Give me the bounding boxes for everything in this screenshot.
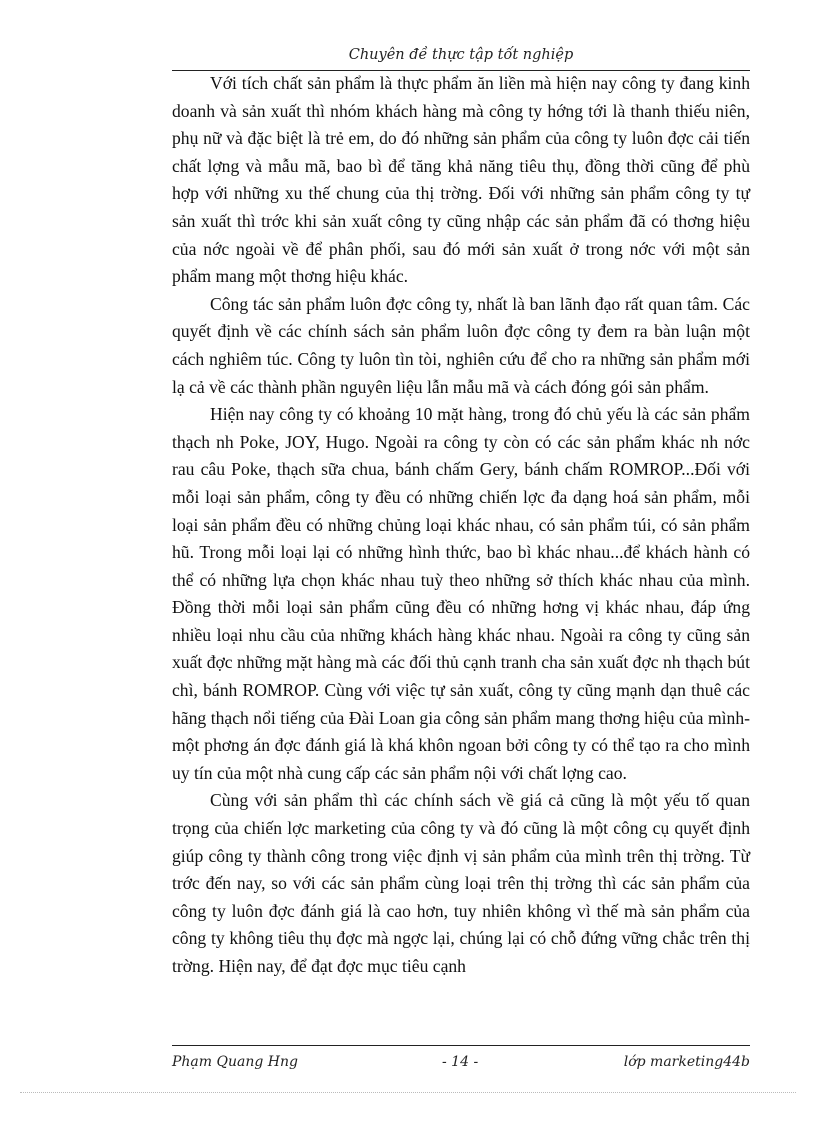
paragraph-3: Hiện nay công ty có khoảng 10 mặt hàng, trong đó chủ yếu là các sản phẩm thạch nh Poke, JOY, Hugo. Ngoài ra công ty còn có các sản phẩm khác nh nớc rau câu Poke, thạch sữa chua, bánh chấm Gery, bánh chấm ROMROP...Đối với mỗi loại sản phẩm, công ty đều có những chiến lợc đa dạng hoá sản phẩm, mỗi loại sản phẩm đều có những chủng loại khác nhau, có sản phẩm túi, có sản phẩm hũ. Trong mỗi loại lại có những hình thức, bao bì khác nhau...để khách hành có thể có những lựa chọn khác nhau tuỳ theo những sở thích khác nhau của mình. Đồng thời mỗi loại sản phẩm cũng đều có những hơng vị khác nhau, đáp ứng nhiều loại nhu cầu của những khách hàng khác nhau. Ngoài ra công ty cũng sản xuất đợc những mặt hàng mà các đối thủ cạnh tranh cha sản xuất đợc nh thạch bút chì, bánh ROMROP. Cùng với việc tự sản xuất, công ty cũng mạnh dạn thuê các hãng thạch nổi tiếng của Đài Loan gia công sản phẩm mang thơng hiệu của mình- một phơng án đợc đánh giá là khá khôn ngoan bởi công ty có thể tạo ra cho mình uy tín của một nhà cung cấp các sản phẩm nội với chất lợng cao.	[172, 404, 750, 783]
page-bottom-divider	[20, 1092, 796, 1093]
paragraph-4: Cùng với sản phẩm thì các chính sách về giá cả cũng là một yếu tố quan trọng của chiến lợc marketing của công ty và đó cũng là một công cụ quyết định giúp công ty thành công trong việc định vị sản phẩm của mình trên thị trờng. Từ trớc đến nay, so với các sản phẩm cùng loại trên thị trờng thì các sản phẩm của công ty luôn đợc đánh giá là cao hơn, tuy nhiên không vì thế mà sản phẩm của công ty không tiêu thụ đợc mà ngợc lại, chúng lại có chỗ đứng vững chắc trên thị trờng. Hiện nay, để đạt đợc mục tiêu cạnh	[172, 790, 750, 976]
footer-class: lớp marketing44b	[623, 1054, 750, 1070]
page-header	[172, 46, 750, 71]
paragraph-1: Với tích chất sản phẩm là thực phẩm ăn liền mà hiện nay công ty đang kinh doanh và sản xuất thì nhóm khách hàng mà công ty hớng tới là thanh thiếu niên, phụ nữ và đặc biệt là trẻ em, do đó những sản phẩm của công ty luôn đợc cải tiến chất lợng và mẫu mã, bao bì để tăng khả năng tiêu thụ, đồng thời cũng để phù hợp với những xu thế chung của thị trờng. Đối với những sản phẩm công ty tự sản xuất thì trớc khi sản xuất công ty cũng nhập các sản phẩm đã có thơng hiệu của nớc ngoài về để phân phối, sau đó mới sản xuất ở trong nớc với một sản phẩm mang một thơng hiệu khác.	[172, 73, 750, 287]
footer-page-number: - 14 -	[442, 1054, 479, 1070]
header-title: Chuyên đề thực tập tốt nghiệp	[348, 47, 574, 63]
document-body	[172, 70, 750, 981]
footer-author: Phạm Quang Hng	[172, 1054, 298, 1070]
paragraph-2: Công tác sản phẩm luôn đợc công ty, nhất là ban lãnh đạo rất quan tâm. Các quyết định về các chính sách sản phẩm luôn đợc công ty đem ra bàn luận một cách nghiêm túc. Công ty luôn tìn tòi, nghiên cứu để cho ra những sản phẩm mới lạ cả về các thành phần nguyên liệu lẫn mẫu mã và cách đóng gói sản phẩm.	[172, 293, 750, 397]
page-footer	[172, 1045, 750, 1080]
